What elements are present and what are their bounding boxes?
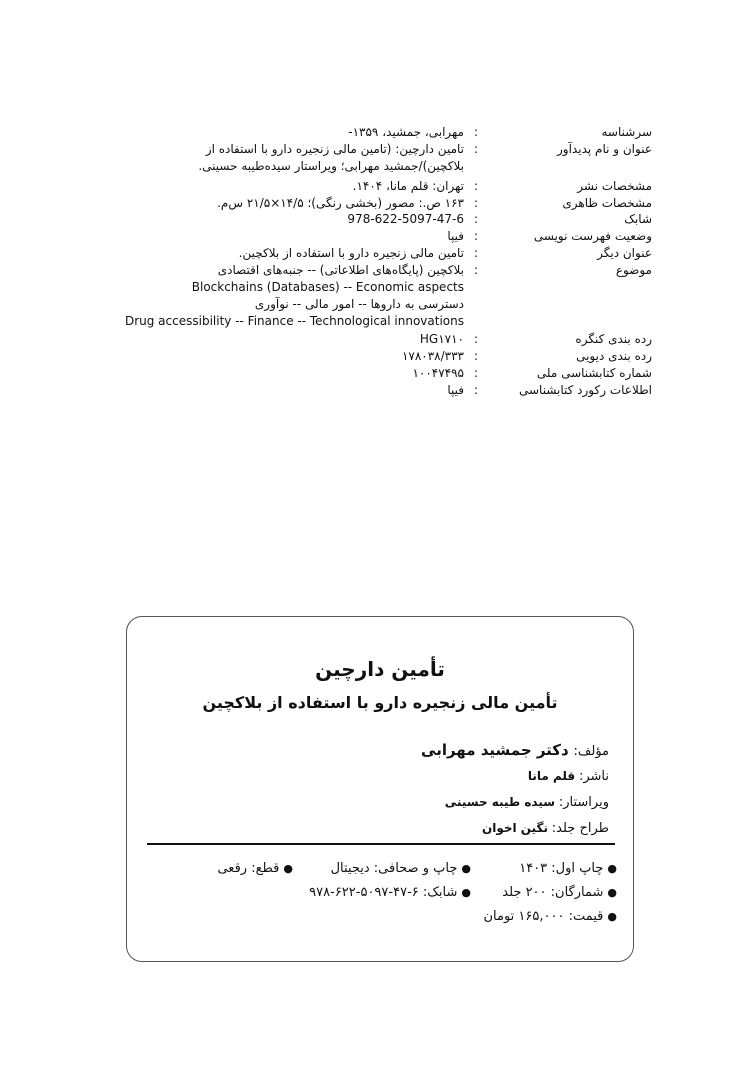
- cip-value: دسترسی به داروها -- امور مالی -- نوآوری: [254, 297, 464, 311]
- cip-label: عنوان و نام پدیدآور: [557, 142, 652, 156]
- cip-value: بلاکچین)/جمشید مهرابی؛ ویراستار سیده‌طیبه حسینی.: [198, 159, 464, 173]
- cip-label: وضعیت فهرست نویسی: [533, 229, 652, 243]
- cip-row: [100, 228, 660, 245]
- cip-value: Blockchains (Databases) -- Economic aspects: [191, 280, 464, 294]
- editor-name: سیده طیبه حسینی: [444, 795, 556, 809]
- divider: [147, 843, 615, 845]
- book-subtitle: تأمین مالی زنجیره دارو با استفاده از بلاکچین: [202, 693, 558, 712]
- cip-label: عنوان دیگر: [597, 246, 652, 260]
- cip-label: رده بندی کنگره: [575, 332, 652, 346]
- cip-value: تهران: قلم مانا، ۱۴۰۴.: [352, 179, 464, 193]
- spec-first-print: ●چاپ اول: ۱۴۰۳: [519, 861, 617, 876]
- spec-printing: ●چاپ و صحافی: دیجیتال: [330, 861, 471, 876]
- editor-credit: [445, 795, 609, 810]
- cip-row: [100, 313, 660, 330]
- author-label: مؤلف:: [573, 744, 609, 759]
- editor-label: ویراستار:: [558, 795, 609, 810]
- cip-label: شماره کتابشناسی ملی: [536, 366, 652, 380]
- cip-colon: :: [473, 142, 479, 156]
- cip-row: [100, 348, 660, 365]
- cip-row: [100, 211, 660, 228]
- cip-label: مشخصات ظاهری: [562, 196, 652, 210]
- cip-value: 978-622-5097-47-6: [347, 212, 464, 226]
- cip-value: فیپا: [447, 229, 464, 243]
- cip-row: [100, 124, 660, 141]
- cip-colon: :: [473, 196, 479, 210]
- cover-designer-name: نگین اخوان: [481, 821, 548, 835]
- cip-row: [100, 245, 660, 262]
- book-title: تأمین دارچین: [315, 657, 445, 681]
- cip-colon: :: [473, 125, 479, 139]
- cip-row: [100, 365, 660, 382]
- cip-row: [100, 195, 660, 212]
- spec-isbn: ●شابک: ۶-۴۷-۵۰۹۷-۶۲۲-۹۷۸: [309, 885, 471, 900]
- cip-colon: :: [473, 263, 479, 277]
- author-credit: [421, 741, 609, 759]
- author-name: دکتر جمشید مهرابی: [421, 741, 569, 759]
- cip-value: ۱۶۳ ص.: مصور (بخشی رنگی)؛ ۱۴/۵×۲۱/۵ س‌م.: [217, 196, 464, 210]
- cip-value: تامین دارچین: (تامین مالی زنجیره دارو با استفاده از: [205, 142, 464, 156]
- cip-colon: :: [473, 332, 479, 346]
- publisher-credit: [528, 769, 609, 784]
- cover-designer-credit: [482, 821, 609, 836]
- cip-row: [100, 296, 660, 313]
- cip-label: مشخصات نشر: [577, 179, 652, 193]
- cip-row: [100, 141, 660, 158]
- cip-label: موضوع: [615, 263, 652, 277]
- cip-colon: :: [473, 212, 479, 226]
- cip-value: بلاکچین (پایگاه‌های اطلاعاتی) -- جنبه‌های اقتصادی: [217, 263, 464, 277]
- cip-label: شابک: [624, 212, 652, 226]
- cip-value: ۱۷۸۰۳۸/۳۳۳: [401, 349, 464, 363]
- cip-colon: :: [473, 366, 479, 380]
- cip-value: HG۱۷۱۰: [419, 332, 464, 346]
- cip-row: [100, 279, 660, 296]
- cip-label: رده بندی دیویی: [576, 349, 652, 363]
- cip-row: [100, 262, 660, 279]
- cip-colon: :: [473, 229, 479, 243]
- book-credits-box: [126, 616, 634, 962]
- cip-value: فیپا: [447, 383, 464, 397]
- cip-colon: :: [473, 179, 479, 193]
- cip-value: Drug accessibility -- Finance -- Technological innovations: [124, 314, 464, 328]
- cip-label: اطلاعات رکورد کتابشناسی: [518, 383, 652, 397]
- cip-row: [100, 178, 660, 195]
- cover-designer-label: طراح جلد:: [551, 821, 609, 836]
- spec-circulation: ●شمارگان: ۲۰۰ جلد: [502, 885, 617, 900]
- cip-value: ۱۰۰۴۷۴۹۵: [412, 366, 464, 380]
- cip-colon: :: [473, 383, 479, 397]
- cip-colon: :: [473, 349, 479, 363]
- spec-price: ●قیمت: ۱۶۵,۰۰۰ تومان: [483, 909, 617, 924]
- cip-value: تامین مالی زنجیره دارو با استفاده از بلاکچین.: [238, 246, 464, 260]
- cip-row: [100, 331, 660, 348]
- publisher-name: قلم مانا: [527, 769, 576, 783]
- spec-size: ●قطع: رقعی: [217, 861, 293, 876]
- cip-colon: :: [473, 246, 479, 260]
- cip-row: [100, 382, 660, 399]
- cip-value: مهرابی، جمشید، ۱۳۵۹-: [348, 125, 464, 139]
- cip-row: [100, 158, 660, 175]
- publisher-label: ناشر:: [578, 769, 609, 784]
- cip-label: سرشناسه: [601, 125, 652, 139]
